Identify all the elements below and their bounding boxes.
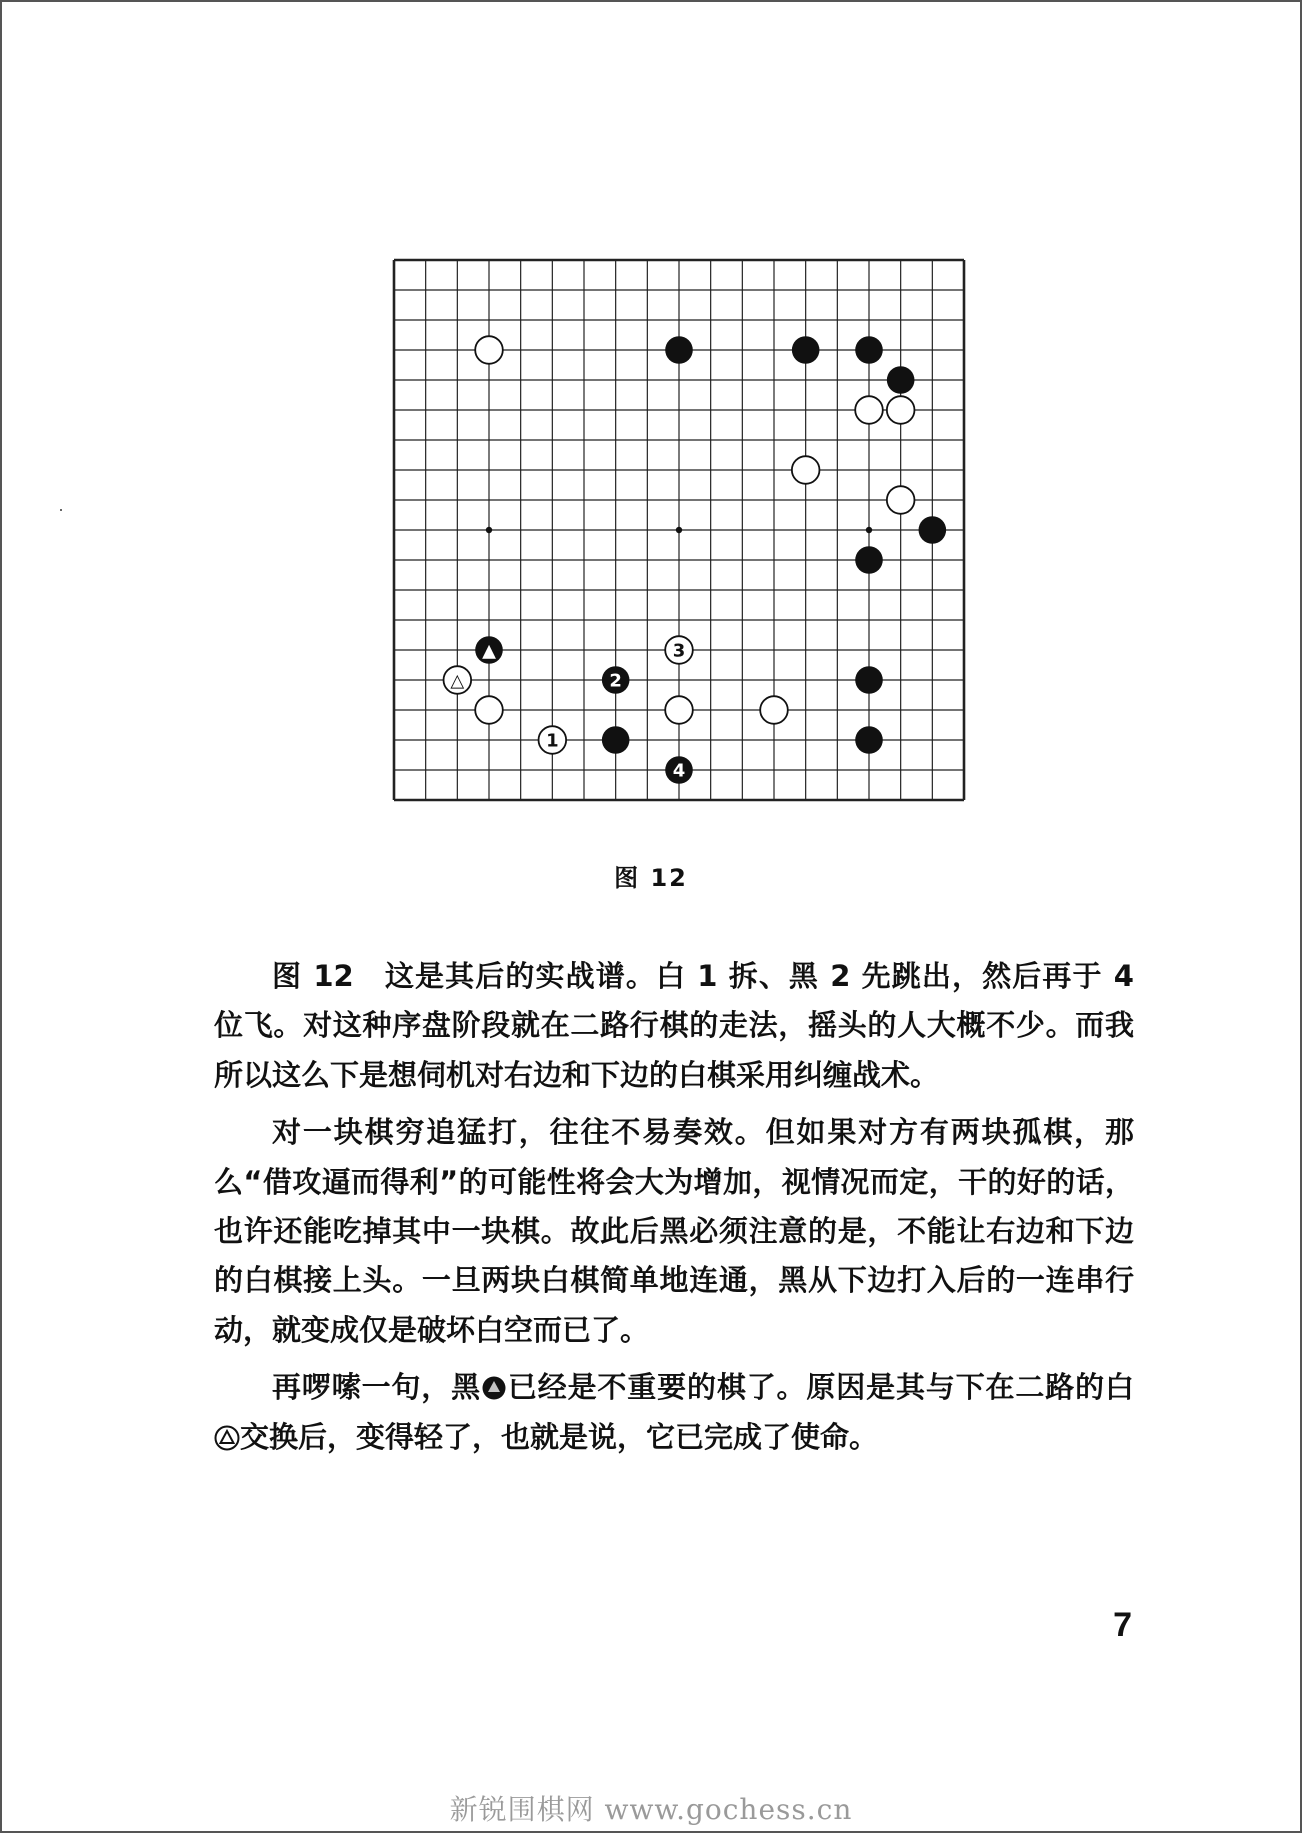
white-stone	[760, 696, 788, 724]
white-stone	[792, 456, 820, 484]
stone-label: 2	[609, 670, 622, 692]
star-point	[866, 527, 872, 533]
stone-label: 4	[672, 760, 686, 782]
black-stone	[602, 726, 630, 754]
figure-caption: 图 12	[614, 864, 688, 892]
white-stone	[475, 336, 503, 364]
stone-label: 3	[672, 640, 686, 662]
paragraph-2: 对一块棋穷追猛打，往往不易奏效。但如果对方有两块孤棋，那么“借攻逼而得利”的可能性将会大为增加，视情况而定，干的好的话，也许还能吃掉其中一块棋。故此后黑必须注意的是，不能让右边和下边的白棋接上头。一旦两块白棋简单地连通，黑从下边打入后的一连串行动，就变成仅是破坏白空而已了。	[214, 1115, 1134, 1347]
black-stone	[855, 726, 883, 754]
white-stone	[855, 396, 883, 424]
black-stone	[792, 336, 820, 364]
stone-label: 1	[546, 730, 559, 752]
body-text	[214, 952, 1134, 1470]
site-watermark: 新锐围棋网 www.gochess.cn	[449, 1793, 853, 1826]
star-point	[486, 527, 492, 533]
black-stone	[887, 366, 915, 394]
white-stone	[475, 696, 503, 724]
white-stone	[887, 396, 915, 424]
black-triangle-stone-icon	[481, 1375, 507, 1401]
white-stone	[665, 696, 693, 724]
black-stone	[855, 666, 883, 694]
black-stone	[665, 336, 693, 364]
stone-label: ▲	[482, 640, 496, 662]
paragraph-3	[214, 1363, 1134, 1462]
paragraph-3-part-c: 交换后，变得轻了，也就是说，它已完成了使命。	[240, 1419, 879, 1454]
stone-label: △	[450, 670, 465, 692]
black-stone	[855, 546, 883, 574]
star-point	[676, 527, 682, 533]
black-stone	[855, 336, 883, 364]
go-board-diagram	[386, 252, 972, 808]
speck	[60, 509, 62, 511]
white-stone	[887, 486, 915, 514]
paragraph-3-part-a: 再啰嗦一句，黑	[272, 1370, 481, 1405]
white-triangle-stone-icon	[214, 1425, 240, 1451]
page-number: 7	[1113, 1606, 1132, 1644]
paragraph-3-part-b: 已经是不重要的棋了。原因是其与下在二路的白	[507, 1370, 1134, 1405]
paragraph-1: 图 12 这是其后的实战谱。白 1 拆、黑 2 先跳出，然后再于 4 位飞。对这种序盘阶段就在二路行棋的走法，摇头的人大概不少。而我所以这么下是想伺机对右边和下边的白棋采用纠缠战术。	[214, 959, 1134, 1092]
black-stone	[919, 516, 947, 544]
